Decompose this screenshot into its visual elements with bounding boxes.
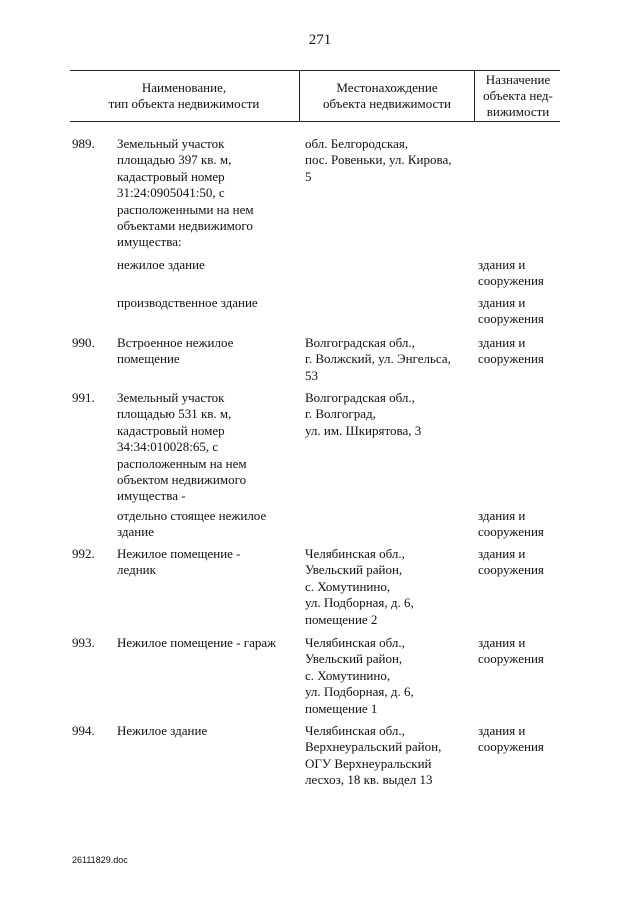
row-location: Волгоградская обл., г. Волгоград, ул. им. Шкирятова, 3 [305,390,422,438]
row-purpose: здания и сооружения [478,546,544,578]
row-number: 989. [72,136,95,151]
row-location: Челябинская обл., Верхнеуральский район, ОГУ Верхнеуральский лесхоз, 18 кв. выдел 13 [305,723,442,788]
row-name: Земельный участок площадью 531 кв. м, кадастровый номер 34:34:010028:65, с расположенным на нем объектом недвижимого имущества - [117,390,247,504]
row-name: Нежилое помещение - гараж [117,635,277,650]
header-location-column: Местонахождение объекта недвижимости [299,71,474,121]
row-name: Нежилое помещение - ледник [117,546,241,578]
row-name: Встроенное нежилое помещение [117,335,234,367]
row-number: 991. [72,390,95,405]
row-purpose: здания и сооружения [478,635,544,667]
row-name: нежилое здание [117,257,205,272]
row-name: Нежилое здание [117,723,208,738]
row-purpose: здания и сооружения [478,508,544,540]
row-name: отдельно стоящее нежилое здание [117,508,267,540]
header-purpose-column: Назначение объекта нед- вижимости [474,71,561,121]
row-name: производственное здание [117,295,258,310]
table-header [70,70,560,122]
row-location: Челябинская обл., Увельский район, с. Хомутинино, ул. Подборная, д. 6, помещение 2 [305,546,414,627]
footer-filename: 26111829.doc [72,855,128,865]
page-number: 271 [308,32,332,48]
row-number: 992. [72,546,95,561]
header-name-column: Наименование, тип объекта недвижимости [108,80,260,111]
row-purpose: здания и сооружения [478,335,544,367]
row-purpose: здания и сооружения [478,295,544,327]
row-number: 990. [72,335,95,350]
row-location: Волгоградская обл., г. Волжский, ул. Энгельса, 53 [305,335,451,383]
row-purpose: здания и сооружения [478,257,544,289]
row-purpose: здания и сооружения [478,723,544,755]
row-number: 993. [72,635,95,650]
row-location: Челябинская обл., Увельский район, с. Хомутинино, ул. Подборная, д. 6, помещение 1 [305,635,414,716]
row-location: обл. Белгородская, пос. Ровеньки, ул. Кирова, 5 [305,136,452,184]
row-name: Земельный участок площадью 397 кв. м, кадастровый номер 31:24:0905041:50, с расположенными на нем объектами недвижимого имущества: [117,136,254,250]
row-number: 994. [72,723,95,738]
